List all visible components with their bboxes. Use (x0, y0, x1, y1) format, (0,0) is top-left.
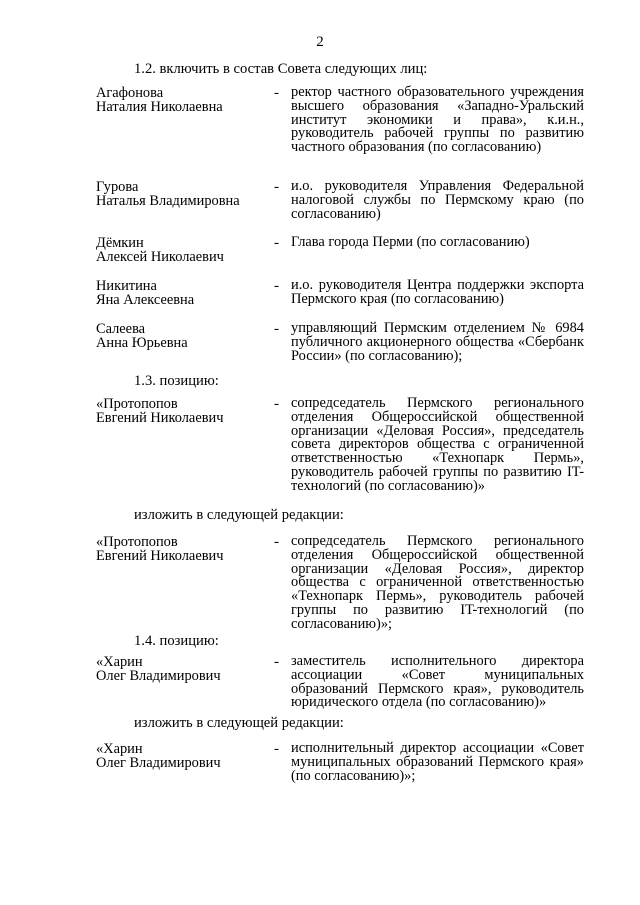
dash-separator: - (274, 321, 279, 337)
member-given-names: Наталья Владимировна (96, 193, 240, 209)
dash-separator: - (274, 396, 279, 412)
member-surname: Салеева (96, 321, 146, 337)
member-surname: «Протопопов (96, 534, 178, 550)
member-given-names: Олег Владимирович (96, 755, 221, 771)
dash-separator: - (274, 85, 279, 101)
member-given-names: Анна Юрьевна (96, 335, 188, 351)
member-description: управляющий Пермским отделением № 6984 публичного акционерного общества «Сбербанк России» (по согласованию); (291, 320, 584, 364)
member-name (96, 86, 266, 114)
dash-separator: - (274, 278, 279, 294)
restate-heading-1: изложить в следующей редакции: (134, 507, 344, 523)
dash-separator: - (274, 534, 279, 550)
member-name (96, 397, 266, 425)
intro-line: 1.2. включить в состав Совета следующих лиц: (134, 61, 428, 77)
member-given-names: Наталия Николаевна (96, 99, 223, 115)
member-description: исполнительный директор ассоциации «Совет муниципальных образований Пермского края» (по согласованию)»; (291, 740, 584, 784)
member-name (96, 236, 266, 264)
member-surname: «Харин (96, 654, 143, 670)
member-description: и.о. руководителя Управления Федеральной налоговой службы по Пермскому краю (по согласованию) (291, 178, 584, 222)
member-name (96, 180, 266, 208)
member-given-names: Яна Алексеевна (96, 292, 195, 308)
dash-separator: - (274, 235, 279, 251)
page-number: 2 (316, 34, 324, 50)
member-surname: Дёмкин (96, 235, 144, 251)
member-given-names: Евгений Николаевич (96, 548, 224, 564)
member-surname: «Протопопов (96, 396, 178, 412)
member-surname: Агафонова (96, 85, 164, 101)
member-given-names: Олег Владимирович (96, 668, 221, 684)
member-name (96, 655, 266, 683)
dash-separator: - (274, 654, 279, 670)
member-surname: Никитина (96, 278, 157, 294)
member-description: заместитель исполнительного директора ассоциации «Совет муниципальных образований Пермского края», руководитель юридического отдела (по согласованию)» (291, 653, 584, 711)
member-description: Глава города Перми (по согласованию) (291, 234, 530, 250)
dash-separator: - (274, 179, 279, 195)
section-1-3-heading: 1.3. позицию: (134, 373, 219, 389)
member-description: ректор частного образовательного учреждения высшего образования «Западно-Уральский институт экономики и права», к.и.н., руководитель рабочей группы по развитию частного образования (по согласованию) (291, 84, 584, 156)
member-name (96, 279, 266, 307)
dash-separator: - (274, 741, 279, 757)
member-name (96, 742, 266, 770)
member-name (96, 322, 266, 350)
restate-heading-2: изложить в следующей редакции: (134, 715, 344, 731)
member-name (96, 535, 266, 563)
member-description: сопредседатель Пермского регионального отделения Общероссийской общественной организации «Деловая Россия», директор общества с ограниченной ответственностью «Технопарк Пермь», руководитель рабочей группы по развитию IT-технологий (по согласованию)»; (291, 533, 584, 632)
section-1-4-heading: 1.4. позицию: (134, 633, 219, 649)
member-description: и.о. руководителя Центра поддержки экспорта Пермского края (по согласованию) (291, 277, 584, 307)
member-given-names: Алексей Николаевич (96, 249, 224, 265)
member-surname: «Харин (96, 741, 143, 757)
member-description: сопредседатель Пермского регионального отделения Общероссийской общественной организации «Деловая Россия», председатель совета директоров общества с ограниченной ответственностью «Технопарк Пермь», руководитель рабочей группы по развитию IT-технологий (по согласованию)» (291, 395, 584, 494)
member-surname: Гурова (96, 179, 139, 195)
member-given-names: Евгений Николаевич (96, 410, 224, 426)
